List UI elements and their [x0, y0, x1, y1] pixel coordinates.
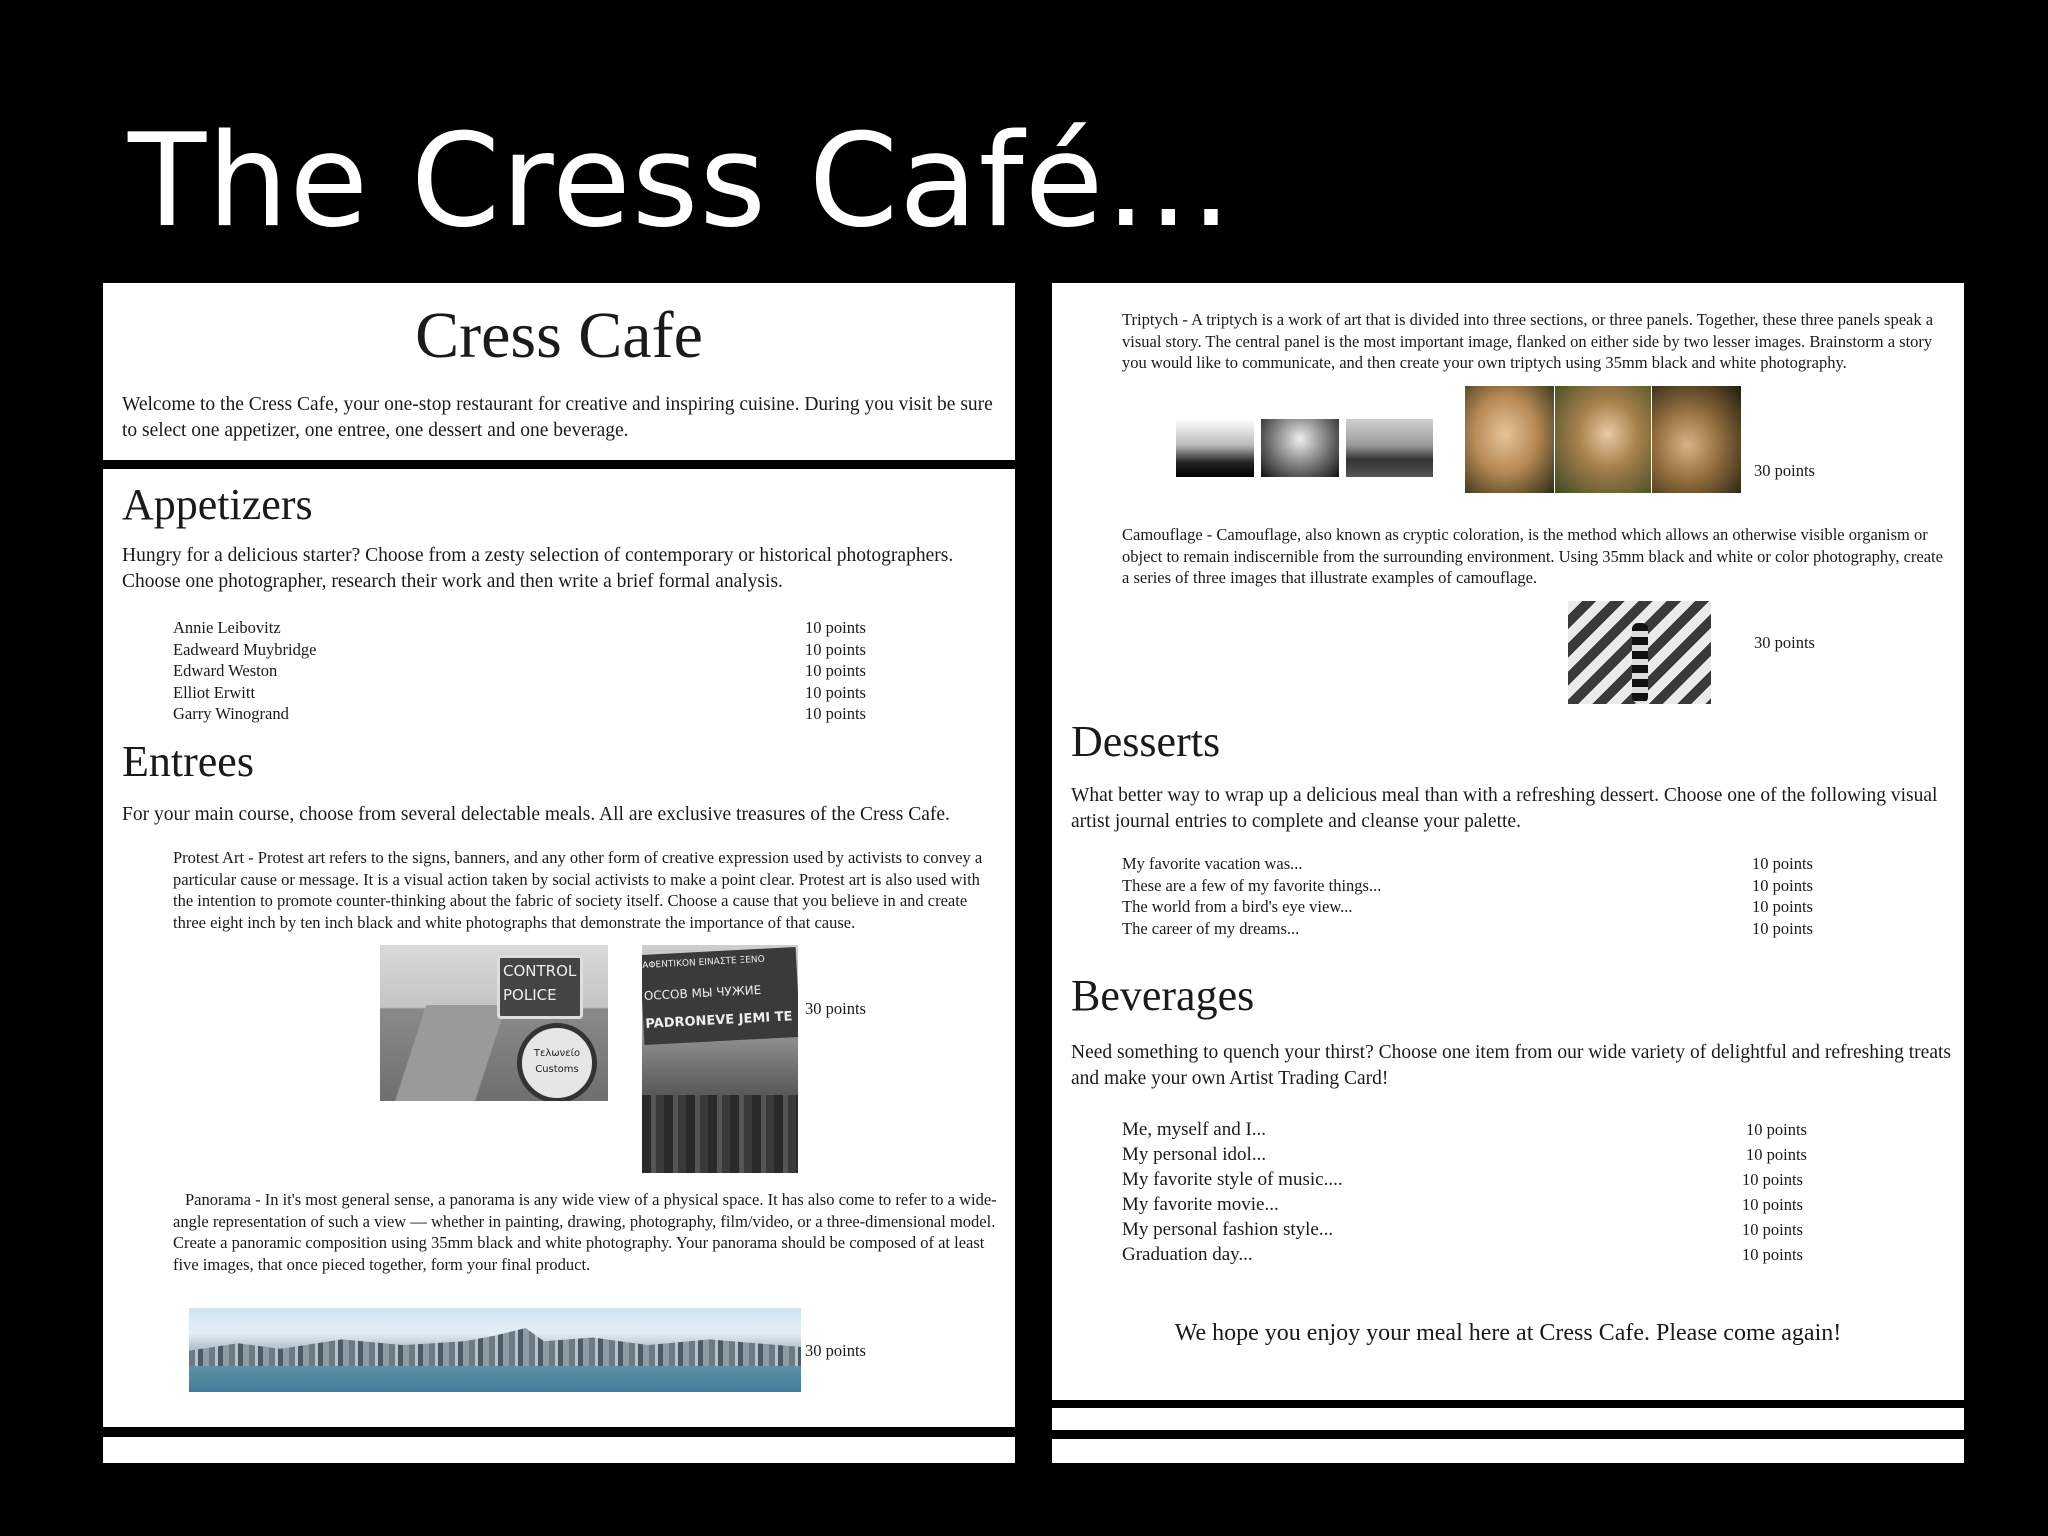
protest-art-text: Protest Art - Protest art refers to the signs, banners, and any other form of creative expression used by activists to convey a particular cause or message. It is a visual action taken by social activists to make a point clear. Protest art is also used with the intention to promote counter-thinking about the fabric of society itself. Choose a cause that you believe in and create three eight inch by ten inch black and white photographs that demonstrate the importance of that cause. [173, 848, 983, 932]
list-item-points: 10 points [805, 661, 866, 680]
list-item-points: 10 points [1742, 1220, 1803, 1239]
list-item: Edward Weston [173, 661, 278, 680]
menu-panel-left [103, 469, 1015, 1427]
list-item: My favorite style of music.... [1122, 1169, 1343, 1190]
cafe-title: Cress Cafe [415, 299, 703, 372]
panorama-points: 30 points [805, 1341, 866, 1360]
desserts-heading: Desserts [1071, 717, 1221, 766]
protest-photo-banner [642, 945, 798, 1173]
panorama-photo [189, 1308, 801, 1392]
triptych-photo-hands [1465, 386, 1554, 493]
round-sign-text-1: Τελωνείο [533, 1048, 581, 1059]
list-item-points: 10 points [805, 639, 866, 659]
triptych-text: Triptych - A triptych is a work of art that is divided into three sections, or three panels. Together, these three panels speak a visual story. The central panel is the most important image, flanked on either side by two lesser images. Brainstorm a story you would like to communicate, and then create your own triptych using 35mm black and white photography. [1122, 310, 1934, 372]
sign-board [497, 955, 583, 1019]
list-item: My personal fashion style... [1122, 1219, 1334, 1240]
list-item-points: 10 points [1742, 1195, 1803, 1214]
triptych-points: 30 points [1754, 461, 1815, 480]
camouflage-points: 30 points [1754, 633, 1815, 652]
menu-panel-right [1052, 283, 1964, 1400]
banner [642, 947, 798, 1045]
right-bottom-strip-2 [1052, 1439, 1964, 1463]
list-item-points: 10 points [1752, 897, 1813, 916]
triptych-photo-1 [1176, 419, 1254, 477]
list-item: These are a few of my favorite things... [1122, 875, 1382, 895]
triptych-photo-face [1555, 386, 1651, 493]
beverages-heading: Beverages [1071, 971, 1255, 1020]
banner-text-1: ΑΦΕΝΤΙΚΟΝ ΕΙΝΑΣΤΕ ΞΕΝΟ [642, 954, 765, 972]
left-bottom-strip [103, 1437, 1015, 1463]
list-item-points: 10 points [1742, 1245, 1803, 1264]
header-panel [103, 283, 1015, 460]
list-item: Me, myself and I... [1122, 1119, 1267, 1140]
slide-title: The Cress Café… [128, 107, 1234, 256]
welcome-text: Welcome to the Cress Cafe, your one-stop restaurant for creative and inspiring cuisine. During you visit be sure to select one appetizer, one entree, one dessert and one beverage. [122, 394, 993, 441]
list-item: Garry Winogrand [173, 704, 289, 723]
triptych-photo-2 [1261, 419, 1339, 477]
list-item: The career of my dreams... [1122, 918, 1300, 938]
protest-points: 30 points [805, 999, 866, 1018]
triptych-photo-resting [1652, 386, 1741, 493]
right-bottom-strip-1 [1052, 1408, 1964, 1430]
list-item: Annie Leibovitz [173, 618, 281, 637]
list-item-points: 10 points [805, 704, 866, 723]
list-item-points: 10 points [1752, 918, 1813, 938]
protest-photo-signs [380, 945, 608, 1101]
list-item: Eadweard Muybridge [173, 639, 317, 659]
list-item-points: 10 points [805, 618, 866, 637]
list-item: The world from a bird's eye view... [1122, 897, 1353, 916]
desserts-intro: What better way to wrap up a delicious meal than with a refreshing dessert. Choose one of the following visual artist journal entries to complete and cleanse your palette. [1071, 785, 1938, 832]
list-item: My favorite movie... [1122, 1194, 1279, 1215]
skyline [189, 1328, 801, 1366]
round-sign-text-2: Customs [535, 1064, 579, 1075]
list-item: Elliot Erwitt [173, 682, 256, 702]
list-item-points: 10 points [1742, 1170, 1803, 1189]
road-shape [394, 1005, 506, 1101]
camouflage-text: Camouflage - Camouflage, also known as cryptic coloration, is the method which allows an otherwise visible organism or object to remain indiscernible from the surrounding environment. Using 35mm black and white or color photography, create a series of three images that illustrate examples of camouflage. [1122, 525, 1943, 587]
sign-text-2: POLICE [503, 986, 557, 1004]
list-item-points: 10 points [805, 682, 866, 702]
closing-message: We hope you enjoy your meal here at Cress Cafe. Please come again! [1174, 1320, 1842, 1346]
list-item-points: 10 points [1746, 1145, 1807, 1164]
list-item: My personal idol... [1122, 1144, 1267, 1165]
beverages-intro: Need something to quench your thirst? Choose one item from our wide variety of delightful and refreshing treats and make your own Artist Trading Card! [1071, 1042, 1951, 1089]
list-item: My favorite vacation was... [1122, 854, 1303, 873]
round-sign [517, 1023, 597, 1101]
panorama-text: Panorama - In it's most general sense, a panorama is any wide view of a physical space. It has also come to refer to a wide-angle representation of such a view — whether in painting, drawing, photography, film/video, or a three-dimensional model. Create a panoramic composition using 35mm black and white photography. Your panorama should be composed of at least five images, that once pieced together, form your final product. [173, 1190, 997, 1274]
sign-text-1: CONTROL [503, 962, 577, 980]
list-item-points: 10 points [1752, 875, 1813, 895]
entrees-intro: For your main course, choose from several delectable meals. All are exclusive treasures of the Cress Cafe. [122, 804, 950, 825]
list-item-points: 10 points [1752, 854, 1813, 873]
crowd [642, 1095, 798, 1173]
banner-text-3: PADRONEVE JEMI TE [644, 1009, 793, 1032]
list-item-points: 10 points [1746, 1120, 1807, 1139]
list-item: Graduation day... [1122, 1244, 1253, 1265]
appetizers-intro: Hungry for a delicious starter? Choose from a zesty selection of contemporary or historical photographers. Choose one photographer, research their work and then write a brief formal analysis. [122, 545, 954, 592]
entrees-heading: Entrees [122, 737, 254, 786]
bollard [1632, 623, 1648, 703]
appetizers-heading: Appetizers [122, 480, 313, 529]
banner-text-2: ОССОВ МЫ ЧУЖИЕ [643, 982, 762, 1003]
triptych-photo-3 [1346, 419, 1433, 477]
camouflage-photo [1568, 601, 1711, 704]
